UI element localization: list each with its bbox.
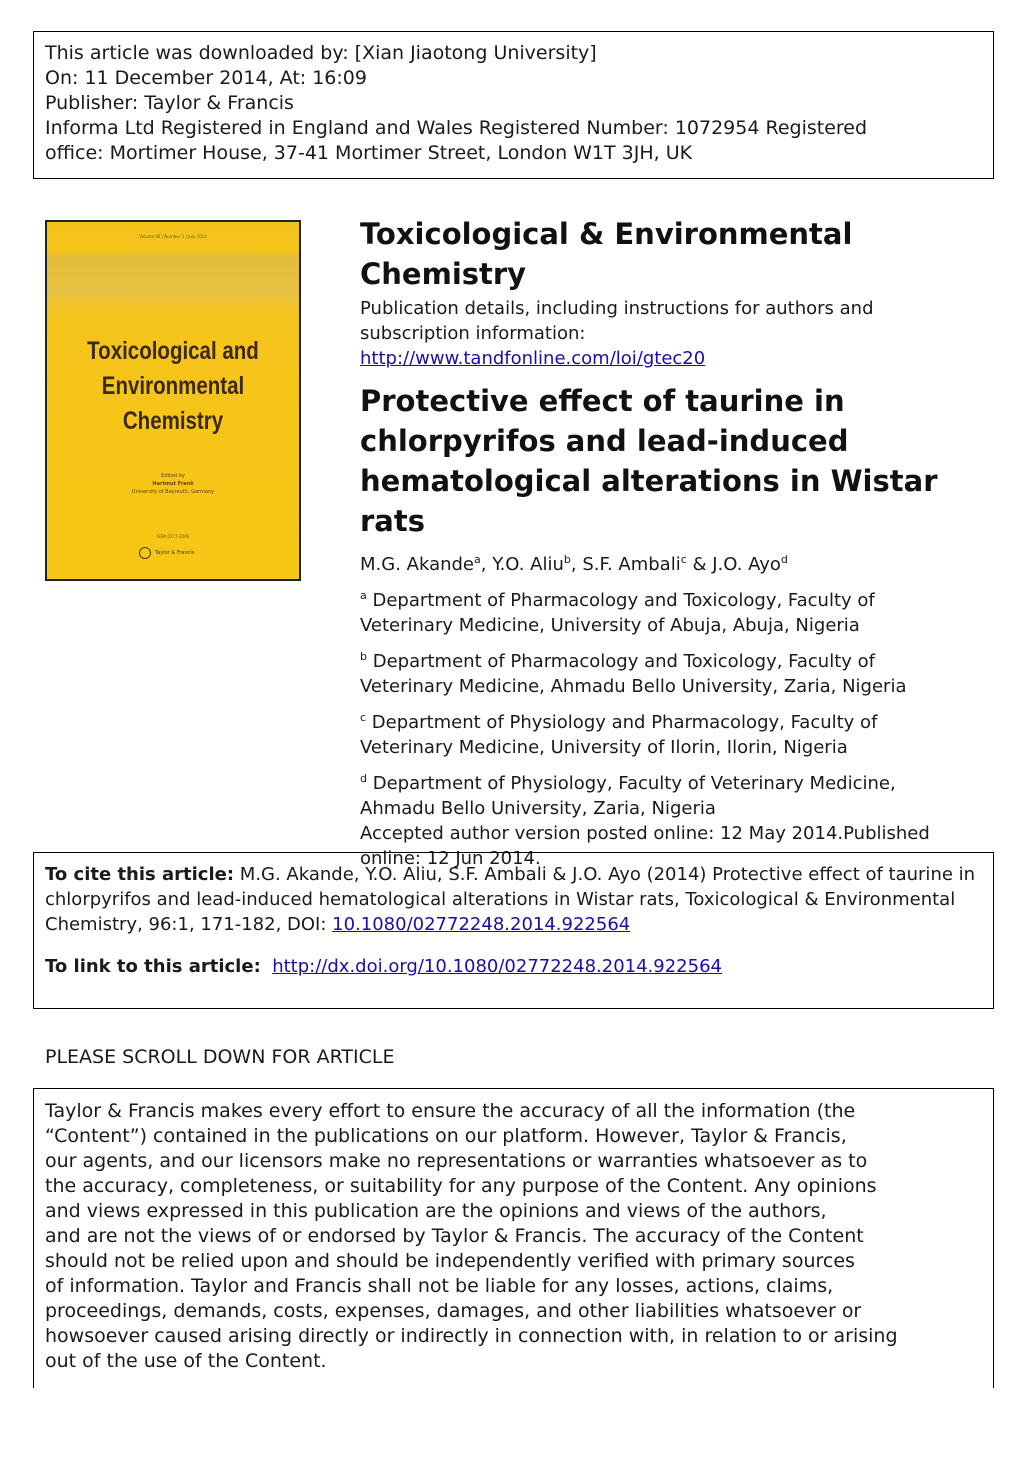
affiliation-mark: c — [360, 711, 367, 724]
download-notice-line: Publisher: Taylor & Francis — [45, 92, 294, 114]
cover-title-line: Toxicological and — [87, 337, 259, 365]
download-notice-line: This article was downloaded by: [Xian Jiaotong University] — [45, 42, 597, 64]
journal-url-link[interactable]: http://www.tandfonline.com/loi/gtec20 — [360, 348, 706, 369]
download-notice-line: On: 11 December 2014, At: 16:09 — [45, 67, 367, 89]
cover-edited-by: Edited by — [161, 473, 185, 479]
download-notice-line: office: Mortimer House, 37-41 Mortimer Street, London W1T 3JH, UK — [45, 142, 693, 164]
doi-link[interactable]: 10.1080/02772248.2014.922564 — [332, 914, 631, 935]
publisher-logo-text: Taylor & Francis — [155, 550, 195, 556]
affiliation-line: Department of Physiology, Faculty of Veterinary Medicine, — [366, 773, 896, 794]
download-notice-line: Informa Ltd Registered in England and Wales Registered Number: 1072954 Registered — [45, 117, 868, 139]
author-name: S.F. Ambali — [582, 554, 681, 575]
article-title-line: Protective effect of taurine in — [360, 384, 845, 418]
disclaimer-line: out of the use of the Content. — [45, 1350, 327, 1372]
publication-dates-line: online: 12 Jun 2014. — [360, 848, 541, 869]
article-title-line: hematological alterations in Wistar rats — [360, 464, 938, 538]
publication-details-line: Publication details, including instructions for authors and — [360, 298, 874, 319]
cover-editor-name: Hartmut Frank — [152, 481, 194, 487]
disclaimer-line: and views expressed in this publication are the opinions and views of the authors, — [45, 1200, 827, 1222]
affiliation-line: Department of Pharmacology and Toxicology, Faculty of — [366, 590, 875, 611]
author-name: M.G. Akande — [360, 554, 475, 575]
publication-dates-line: Accepted author version posted online: 12 May 2014.Published — [360, 823, 930, 844]
cite-label: To cite this article: — [45, 864, 235, 885]
affiliation-line: Veterinary Medicine, University of Ilorin, Ilorin, Nigeria — [360, 737, 848, 758]
publication-details-line: subscription information: — [360, 323, 586, 344]
affiliation-line: Department of Pharmacology and Toxicology, Faculty of — [366, 651, 875, 672]
affiliation-mark: d — [360, 772, 367, 785]
author-name: J.O. Ayo — [712, 554, 781, 575]
disclaimer-box — [33, 1088, 994, 1388]
cover-issn: ISSN 0277-2248 — [156, 534, 190, 539]
article-url-link[interactable]: http://dx.doi.org/10.1080/02772248.2014.922564 — [272, 956, 722, 977]
publisher-logo-icon — [139, 547, 151, 559]
author-separator: & — [686, 554, 713, 575]
disclaimer-line: the accuracy, completeness, or suitability for any purpose of the Content. Any opinions — [45, 1175, 877, 1197]
cite-text: M.G. Akande, Y.O. Aliu, S.F. Ambali & J.O. Ayo (2014) Protective effect of taurine in chlorpyrifos and lead-induced hematological alterations in Wistar rats, Toxicological & Environmental Chemistry, 96:1, 171-182, DOI: — [45, 864, 976, 935]
cover-title-line: Chemistry — [122, 407, 224, 435]
disclaimer-line: howsoever caused arising directly or indirectly in connection with, in relation to or arising — [45, 1325, 898, 1347]
disclaimer-line: “Content”) contained in the publications on our platform. However, Taylor & Francis, — [45, 1125, 847, 1147]
cover-editor-block — [47, 472, 299, 496]
disclaimer-line: proceedings, demands, costs, expenses, damages, and other liabilities whatsoever or — [45, 1300, 862, 1322]
affiliation-line: Ahmadu Bello University, Zaria, Nigeria — [360, 798, 716, 819]
article-header — [360, 214, 1000, 871]
cover-title-line: Environmental — [101, 372, 245, 400]
disclaimer-line: and are not the views of or endorsed by Taylor & Francis. The accuracy of the Content — [45, 1225, 864, 1247]
author-separator: , — [570, 554, 583, 575]
affiliation-line: Department of Physiology and Pharmacology, Faculty of — [366, 712, 878, 733]
affiliation-mark: b — [360, 650, 367, 663]
author-affiliation-mark: d — [780, 553, 788, 566]
affiliation — [360, 766, 1000, 821]
cover-volume-line: Volume 96 | Number 1 | July 2014 — [139, 234, 207, 239]
citation-box — [33, 852, 994, 1009]
author-separator: , — [480, 554, 493, 575]
affiliation-line: Veterinary Medicine, Ahmadu Bello University, Zaria, Nigeria — [360, 676, 907, 697]
article-title — [360, 381, 1000, 541]
link-paragraph — [45, 954, 982, 979]
affiliation — [360, 705, 1000, 760]
affiliation-line: Veterinary Medicine, University of Abuja, Abuja, Nigeria — [360, 615, 860, 636]
journal-cover-image — [45, 220, 301, 581]
cover-title — [70, 334, 277, 439]
cite-paragraph — [45, 862, 982, 937]
journal-title: Toxicological & Environmental Chemistry — [360, 217, 853, 291]
author-affiliation-mark: b — [563, 553, 571, 566]
article-title-line: chlorpyrifos and lead-induced — [360, 424, 849, 458]
disclaimer-line: Taylor & Francis makes every effort to ensure the accuracy of all the information (the — [45, 1100, 856, 1122]
link-label: To link to this article: — [45, 956, 261, 977]
cover-publisher-logo — [139, 547, 194, 559]
affiliation — [360, 644, 1000, 699]
disclaimer-line: should not be relied upon and should be independently verified with primary sources — [45, 1250, 855, 1272]
disclaimer-line: our agents, and our licensors make no representations or warranties whatsoever as to — [45, 1150, 868, 1172]
author-name: Y.O. Aliu — [492, 554, 564, 575]
author-affiliation-mark: c — [680, 553, 687, 566]
scroll-notice: PLEASE SCROLL DOWN FOR ARTICLE — [45, 1046, 395, 1068]
affiliation — [360, 583, 1000, 638]
publication-details — [360, 296, 1000, 371]
download-notice-box — [33, 31, 994, 179]
disclaimer-line: of information. Taylor and Francis shall not be liable for any losses, actions, claims, — [45, 1275, 834, 1297]
affiliation-mark: a — [360, 589, 367, 602]
author-affiliation-mark: a — [474, 553, 481, 566]
cover-editor-affiliation: University of Bayreuth, Germany — [131, 489, 215, 495]
author-list — [360, 547, 1000, 577]
